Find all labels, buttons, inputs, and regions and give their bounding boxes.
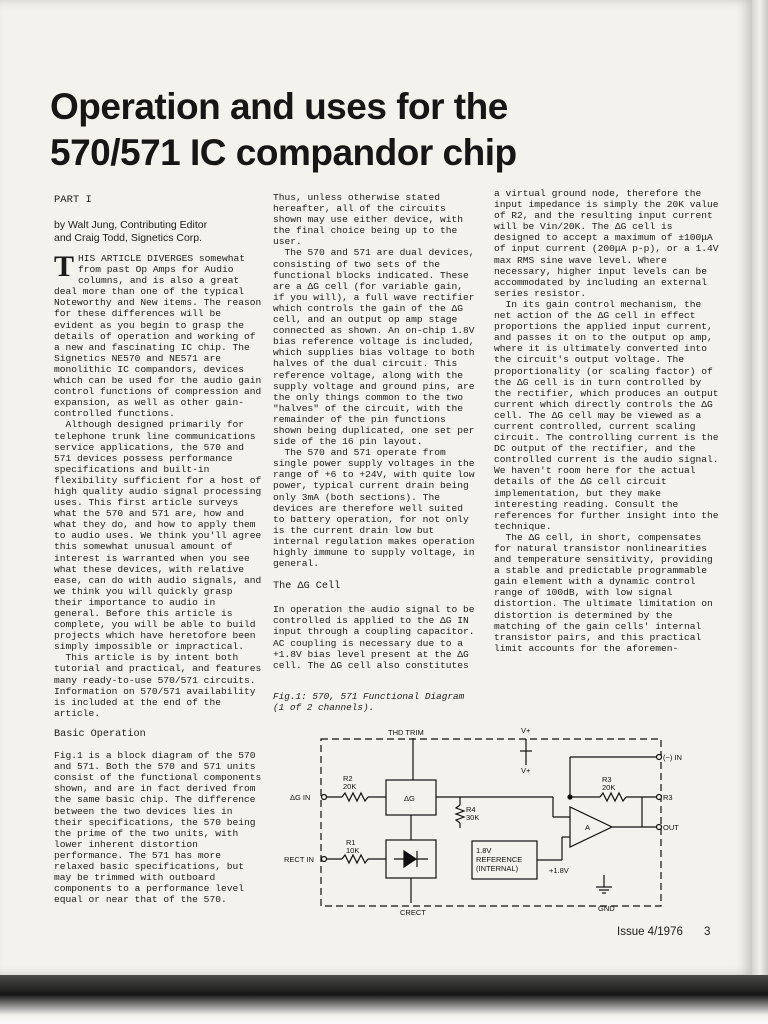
crect-label: CRECT bbox=[400, 908, 426, 917]
r2-resistor bbox=[342, 793, 368, 801]
column-3 bbox=[494, 188, 724, 654]
byline-line-1: by Walt Jung, Contributing Editor bbox=[54, 219, 208, 231]
col1-paragraph-3: This article is by intent both tutorial and practical, and features many ready-to-use 570/571 circuits. Information on 570/571 availability is included at the end of the article. bbox=[54, 652, 262, 719]
col1-paragraph-1-text: HIS ARTICLE DIVERGES somewhat from past Op Amps for Audio columns, and is also a great deal more than one of the typical Noteworthy and New items. The reason for these differences will be evident as you begin to grasp the details of operation and working of a new and fascinating IC chip. The Signetics NE570 and NE571 are monolithic IC compandors, devices which can be used for the audio gain control functions of compression and expansion, as well as other gain-controlled functions. bbox=[54, 253, 262, 420]
column-1 bbox=[54, 194, 263, 905]
r4-value: 30K bbox=[466, 813, 480, 822]
r4-label: R4 bbox=[466, 805, 476, 814]
dg-in-label: ΔG IN bbox=[290, 793, 311, 802]
r3-pin-label: R3 bbox=[663, 793, 673, 802]
vplus-label-top: V+ bbox=[521, 726, 531, 735]
page-number: 3 bbox=[704, 926, 711, 938]
headline-line-1: Operation and uses for the bbox=[50, 86, 508, 127]
figure-caption: Fig.1: 570, 571 Functional Diagram (1 of 2 channels). bbox=[273, 690, 465, 713]
issue-label: Issue 4/1976 bbox=[617, 926, 683, 938]
thd-trim-label: THD TRIM bbox=[388, 728, 424, 737]
dg-block-label: ΔG bbox=[404, 794, 415, 803]
minus-in-label: (−) IN bbox=[663, 753, 682, 762]
page-edge bbox=[752, 0, 768, 1024]
col2-paragraph-1: Thus, unless otherwise stated hereafter, all of the circuits shown may use either device, with the final choice being up to the user. bbox=[273, 192, 463, 248]
r2-value: 20K bbox=[343, 782, 357, 791]
r1-value: 10K bbox=[346, 846, 360, 855]
rect-in-label: RECT IN bbox=[284, 855, 314, 864]
col1-paragraph-2: Although designed primarily for telephone trunk line communications service applications, the 570 and 571 devices possess performance specifications and built-in flexibility sufficient for a host of high quality audio signal processing uses. This first article surveys what the 570 and 571 are, how and what they do, and how to apply them to audio uses. We think you'll agree this somewhat unusual amount of interest is warranted when you see what these devices, with relative ease, can do with audio signals, and we think you will quickly grasp their importance to audio in general. Before this article is complete, you will be able to build projects which have heretofore been simply impossible or impractical. bbox=[54, 419, 262, 653]
col3-paragraph-1: a virtual ground node, therefore the input impedance is simply the 20K value of R2, and the resulting input current will be Vin/20K. The ΔG cell is designed to accept a maximum of ±100μA of input current (200μA p-p), or a 1.4V max RMS sine wave level. Where necessary, higher input levels can be accommodated by including an external series resistor. bbox=[494, 188, 719, 299]
byline-line-2: and Craig Todd, Signetics Corp. bbox=[54, 231, 203, 244]
r3-label: R3 bbox=[602, 775, 612, 784]
col2-paragraph-2: The 570 and 571 are dual devices, consisting of two sets of the functional blocks indicated. These are a ΔG cell (for variable gain, if you will), a full wave rectifier which controls the gain of the ΔG cell, and an output op amp stage connected as shown. An on-chip 1.8V bias reference voltage is included, which supplies bias voltage to both halves of the dual circuit. This reference voltage, along with the supply voltage and ground pins, are the only things common to the two "halves" of the circuit, with the remainder of the pin functions shown being duplicated, one set per side of the 16 pin layout. bbox=[273, 247, 475, 448]
gnd-label: GND bbox=[598, 904, 615, 913]
col2-paragraph-3: The 570 and 571 operate from single power supply voltages in the range of +6 to +24V, with quite low power, typical current drain being only 3mA (both sections). The devices are therefore well suited to battery operation, for not only is the current drain low but internal regulation makes operation highly immune to supply voltage, in general. bbox=[273, 447, 475, 570]
scan-bottom-edge bbox=[0, 975, 768, 1024]
r1-label: R1 bbox=[346, 838, 356, 847]
op-amp-triangle bbox=[570, 807, 612, 847]
column-2 bbox=[273, 192, 477, 713]
r4-resistor bbox=[456, 805, 464, 823]
col3-paragraph-2: In its gain control mechanism, the net action of the ΔG cell in effect proportions the applied input current, and passes it on to the output op amp, where it is ultimately converted into the circuit's output voltage. The proportionality (or scaling factor) of the ΔG cell is in turn controlled by the rectifier, which produces an output current which directly controls the ΔG cell. The ΔG cell may be viewed as a current controlled, current scaling circuit. The controlling current is the DC output of the rectifier, and the controlled current is the audio signal. We haven't room here for the actual details of the ΔG cell circuit implementation, but they make interesting reading. Consult the references for further insight into the technique. bbox=[494, 298, 719, 532]
vplus-label-inner: V+ bbox=[521, 766, 531, 775]
section-heading-basic-operation: Basic Operation bbox=[54, 728, 146, 740]
r3-value: 20K bbox=[602, 783, 616, 792]
section-heading-delta-g-cell: The ΔG Cell bbox=[273, 581, 341, 593]
reference-label-1: 1.8V bbox=[476, 846, 492, 855]
functional-diagram bbox=[270, 725, 700, 930]
out-label: OUT bbox=[663, 823, 679, 832]
reference-label-3: (INTERNAL) bbox=[476, 864, 519, 873]
reference-voltage-label: +1.8V bbox=[549, 866, 569, 875]
col1-paragraph-4: Fig.1 is a block diagram of the 570 and 571. Both the 570 and 571 units consist of the functional components shown, and are in fact derived from the same basic chip. The difference between the two devices lies in their specifications, the 570 being the prime of the two units, with lower inherent distortion performance. The 571 has more relaxed basic specifications, but may be trimmed with outboard components to a performance level equal or near that of the 570. bbox=[54, 750, 262, 906]
col3-paragraph-3: The ΔG cell, in short, compensates for natural transistor nonlinearities and temperature sensitivity, providing a stable and predictable programmable gain element with a dynamic control range of 100dB, with low signal distortion. The ultimate limitation on distortion is determined by the matching of the gain cells' internal transistor pairs, and this practical limit accounts for the aforemen- bbox=[494, 531, 713, 654]
r2-label: R2 bbox=[343, 774, 353, 783]
col1-paragraph-1 bbox=[54, 250, 263, 420]
r1-resistor bbox=[342, 855, 368, 863]
chip-outline bbox=[321, 739, 661, 906]
col2-paragraph-4: In operation the audio signal to be controlled is applied to the ΔG IN input through a coupling capacitor. AC coupling is necessary due to a +1.8V bias level present at the ΔG cell. The ΔG cell also constitutes bbox=[273, 604, 475, 671]
amp-label: A bbox=[585, 823, 591, 832]
r3-resistor bbox=[600, 793, 626, 801]
part-label: PART I bbox=[54, 194, 92, 206]
headline-line-2: 570/571 IC compandor chip bbox=[50, 132, 517, 173]
drop-cap: T bbox=[54, 250, 75, 283]
reference-label-2: REFERENCE bbox=[476, 855, 523, 864]
